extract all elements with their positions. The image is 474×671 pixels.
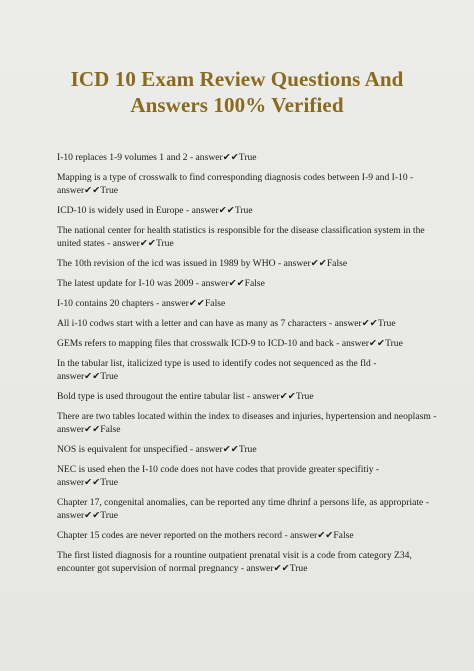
question-text: NOS is equivalent for unspecified [57,444,188,455]
question-text: GEMs refers to mapping files that crosswalk ICD-9 to ICD-10 and back [57,338,334,349]
qa-item [57,277,437,290]
question-text: There are two tables located within the index to diseases and injuries, hypertension and neoplasm [57,411,431,422]
qa-item [57,549,437,575]
qa-item [57,297,437,310]
qa-item [57,496,437,522]
answer-marker: - answer✔✔ [187,152,239,163]
answer-text: True [238,152,257,163]
question-text: Chapter 17, congenital anomalies, can be reported any time dhrinf a persons life, as appropriate [57,497,424,508]
answer-text: True [289,563,308,574]
answer-text: False [204,298,226,309]
answer-marker: - answer✔✔ [275,258,327,269]
qa-item [57,224,437,250]
qa-item [57,529,437,542]
question-text: Bold type is used througout the entire tabular list [57,391,245,402]
answer-text: True [385,338,403,349]
qa-item [57,390,437,403]
question-text: The latest update for I-10 was 2009 [57,278,194,289]
answer-marker: - answer✔✔ [244,391,296,402]
answer-marker: - answer✔✔ [57,411,437,435]
title-line-2: Answers 100% Verified [130,93,344,117]
qa-item [57,317,437,330]
qa-item [57,337,437,350]
qa-item [57,410,437,436]
question-text: I-10 contains 20 chapters [57,298,154,309]
answer-text: True [155,238,174,249]
answer-marker: - answer✔✔ [193,278,245,289]
qa-item [57,443,437,456]
question-text: The 10th revision of the icd was issued in 1989 by WHO [57,258,276,269]
question-text: NEC is used ehen the I-10 code does not have codes that provide greater specifitiy [57,464,374,475]
qa-item [57,204,437,217]
question-text: The national center for health statistics is responsible for the disease classification system in the united states [57,225,425,249]
answer-text: False [326,258,348,269]
question-text: In the tabular list, italicized type is used to identify codes not sequenced as the fld [57,358,371,369]
answer-text: True [100,185,119,196]
answer-text: True [234,205,253,216]
answer-marker: - answer✔✔ [187,444,239,455]
answer-text: False [333,530,354,541]
answer-text: False [100,424,121,435]
answer-text: True [100,371,119,382]
answer-text: True [100,510,119,521]
answer-marker: - answer✔✔ [153,298,205,309]
document-title [0,66,474,118]
answer-marker: - answer✔✔ [333,338,386,349]
question-text: Chapter 15 codes are never reported on the mothers record [57,530,283,541]
answer-marker: - answer✔✔ [282,530,334,541]
qa-item [57,257,437,270]
question-text: ICD-10 is widely used in Europe [57,205,184,216]
qa-item [57,357,437,383]
question-text: All i-10 codws start with a letter and can have as many as 7 characters [57,318,327,329]
answer-marker: - answer✔✔ [104,238,156,249]
question-text: The first listed diagnosis for a rountine outpatient prenatal visit is a code from category Z34, encounter got supervision of normal pregnancy [57,550,412,574]
answer-text: True [295,391,314,402]
answer-marker: - answer✔✔ [183,205,235,216]
answer-text: True [377,318,396,329]
answer-marker: - answer✔✔ [57,497,429,521]
qa-list [57,151,437,582]
answer-marker: - answer✔✔ [57,172,414,196]
qa-item [57,463,437,489]
question-text: I-10 replaces 1-9 volumes 1 and 2 [57,152,188,163]
qa-item [57,171,437,197]
answer-text: True [100,477,119,488]
answer-marker: - answer✔✔ [57,358,377,382]
answer-text: False [244,278,265,289]
qa-item [57,151,437,164]
answer-marker: - answer✔✔ [57,464,380,488]
answer-text: True [238,444,257,455]
answer-marker: - answer✔✔ [238,563,290,574]
question-text: Mapping is a type of crosswalk to find corresponding diagnosis codes between I-9 and I-10 [57,172,408,183]
title-line-1: ICD 10 Exam Review Questions And [70,67,404,91]
answer-marker: - answer✔✔ [326,318,378,329]
